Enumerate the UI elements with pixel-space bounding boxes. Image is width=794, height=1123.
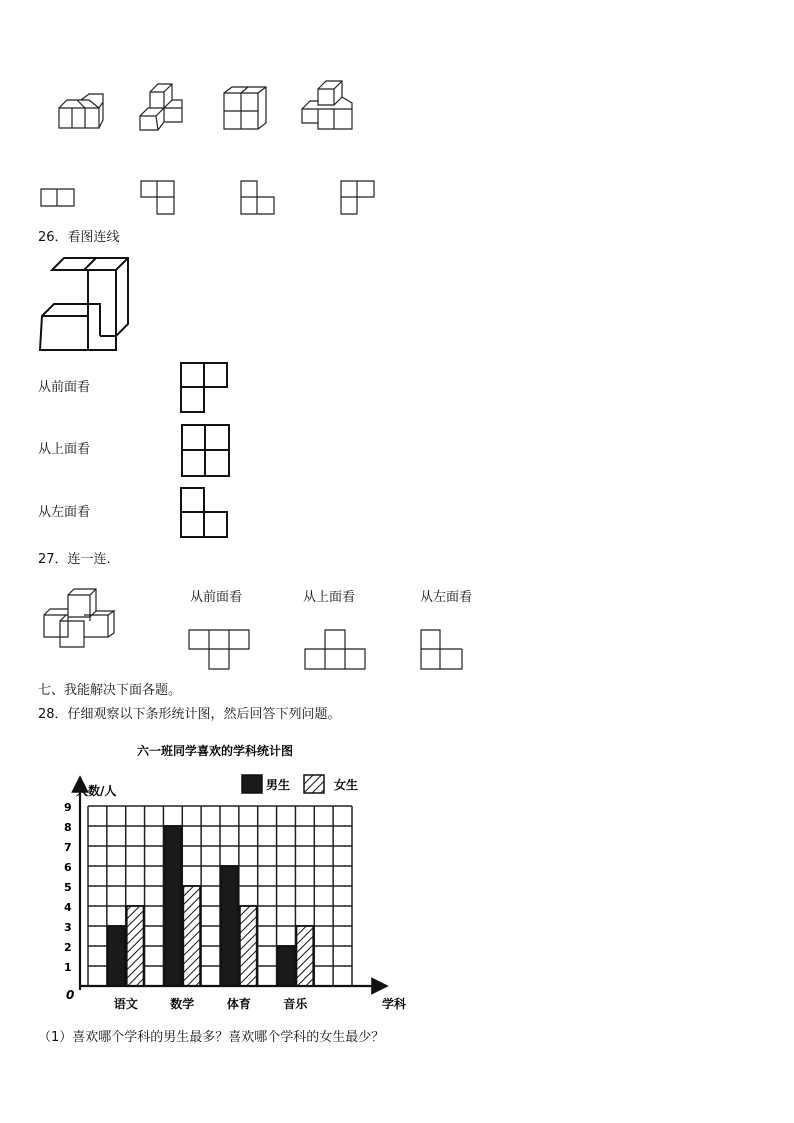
- y-tick-label: 9: [64, 801, 72, 814]
- q26-view-front-label: 从前面看: [38, 380, 91, 395]
- q26-view-left-label: 从左面看: [38, 505, 91, 520]
- y-tick-label: 8: [64, 821, 72, 834]
- x-tick-label: 音乐: [283, 997, 308, 1011]
- y-tick-label: 4: [64, 901, 72, 914]
- q26-view-shape-2[interactable]: [181, 424, 231, 478]
- y-tick-label: 1: [64, 961, 72, 974]
- view-shape-4: [340, 180, 376, 216]
- q27-solid-figure: [42, 585, 126, 651]
- chart-legend: [242, 775, 358, 793]
- q26-title: 26．看图连线: [38, 230, 120, 245]
- chart-title: 六一班同学喜欢的学科统计图: [136, 744, 294, 758]
- bar-girls-2: [240, 906, 257, 986]
- y-tick-label: 3: [64, 921, 72, 934]
- q27-view-shape-2[interactable]: [304, 629, 368, 671]
- bar-girls-3: [296, 926, 313, 986]
- view-shape-3: [240, 180, 276, 216]
- y-tick-label: 5: [64, 881, 72, 894]
- cube-figure-3: [222, 85, 268, 131]
- q27-view-shape-1[interactable]: [188, 629, 252, 671]
- subject-bar-chart: [30, 735, 407, 1020]
- chart-xlabel: 学科: [382, 997, 407, 1011]
- legend-label-girls: 女生: [334, 778, 359, 792]
- x-tick-label: 体育: [226, 997, 251, 1011]
- q27-view-left-label: 从左面看: [420, 590, 473, 605]
- q28-title: 28．仔细观察以下条形统计图，然后回答下列问题。: [38, 707, 341, 722]
- x-tick-label: 语文: [113, 997, 138, 1011]
- q26-view-top-label: 从上面看: [38, 442, 91, 457]
- q27-view-front-label: 从前面看: [190, 590, 243, 605]
- y-tick-label: 7: [64, 841, 72, 854]
- q27-view-shape-3[interactable]: [420, 629, 466, 671]
- q26-solid-figure: [38, 256, 130, 354]
- bar-girls-1: [183, 886, 200, 986]
- bar-boys-1: [164, 826, 181, 986]
- legend-swatch-boys: [242, 775, 262, 793]
- y-tick-label: 6: [64, 861, 72, 874]
- section7-title: 七、我能解决下面各题。: [38, 683, 182, 698]
- view-shape-2: [140, 180, 176, 216]
- y-tick-label: 2: [64, 941, 72, 954]
- legend-label-boys: 男生: [266, 778, 291, 792]
- q28-question-1: （1）喜欢哪个学科的男生最多？喜欢哪个学科的女生最少？: [38, 1030, 385, 1045]
- q27-title: 27．连一连.: [38, 552, 111, 567]
- legend-swatch-girls: [304, 775, 324, 793]
- cube-figure-2: [136, 82, 188, 132]
- q27-view-top-label: 从上面看: [303, 590, 356, 605]
- bar-girls-0: [127, 906, 144, 986]
- q26-view-shape-1[interactable]: [180, 362, 230, 414]
- origin-label: 0: [66, 988, 75, 1002]
- q26-view-shape-3[interactable]: [180, 487, 230, 539]
- cube-figure-4: [300, 77, 354, 131]
- bar-boys-3: [278, 946, 295, 986]
- chart-ylabel: 人数/人: [76, 784, 117, 798]
- cube-figure-1: [55, 94, 105, 130]
- bar-boys-0: [108, 926, 125, 986]
- x-tick-label: 数学: [170, 997, 195, 1011]
- view-shape-1: [40, 188, 76, 208]
- bar-boys-2: [221, 866, 238, 986]
